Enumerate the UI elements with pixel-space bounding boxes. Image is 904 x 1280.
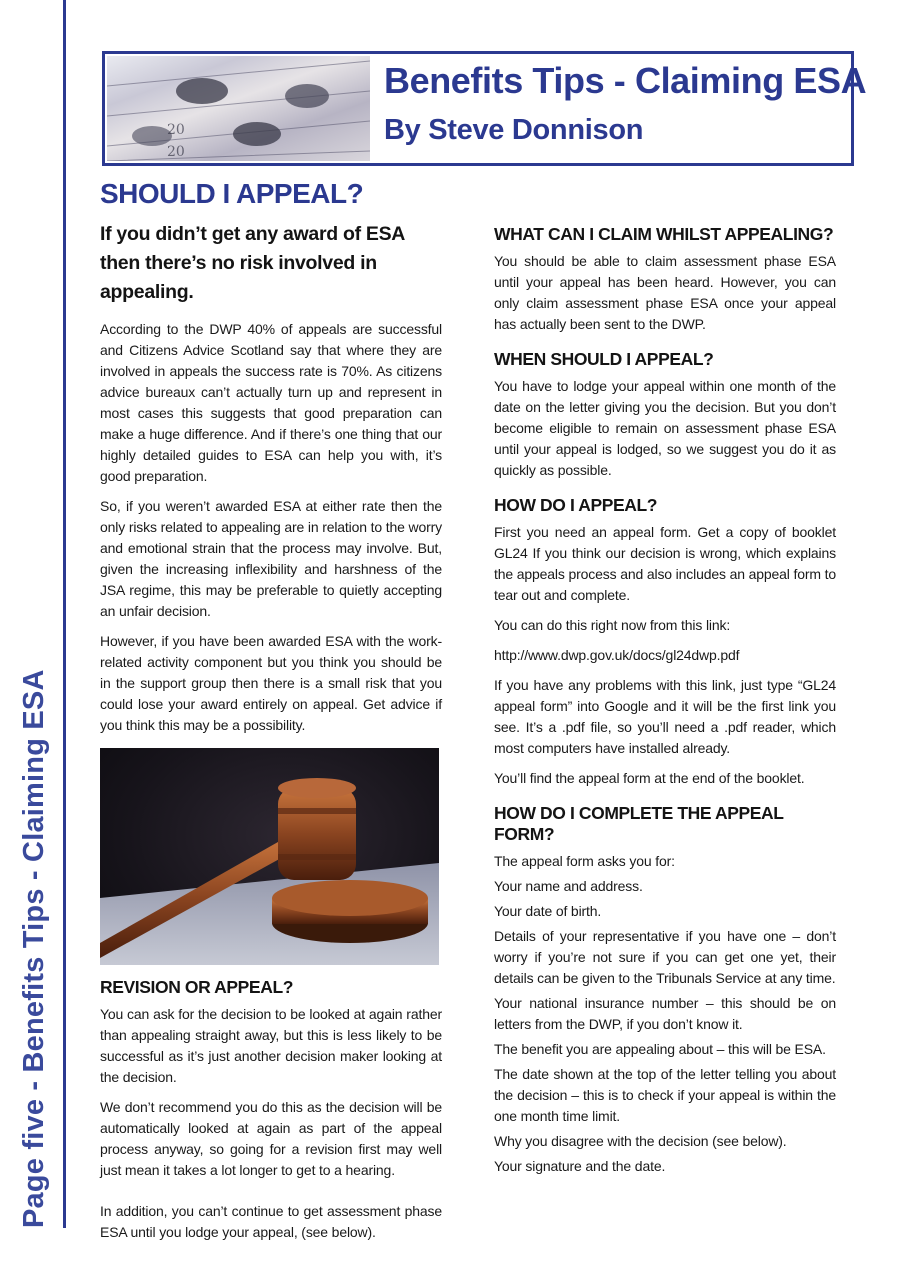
list-item: The benefit you are appealing about – this will be ESA. (494, 1041, 826, 1057)
list-item: Your national insurance number – this should be on letters from the DWP, if you don’t know it. (494, 995, 836, 1032)
paragraph: You can do this right now from this link: (494, 617, 731, 633)
paragraph: However, if you have been awarded ESA with the work-related activity component but you think you should be in the support group then there is a small risk that you could lose your award entirely on appeal. Get advice if you think this may be a possibility. (100, 633, 442, 733)
section-heading: HOW DO I APPEAL? (494, 495, 658, 515)
list-item: Your name and address. (494, 878, 643, 894)
paragraph: You’ll find the appeal form at the end of the booklet. (494, 770, 805, 786)
paragraph: You should be able to claim assessment phase ESA until your appeal has been heard. However, you can only claim assessment phase ESA once your appeal has actually been sent to the DWP. (494, 253, 836, 332)
lead-text: If you didn’t get any award of ESA then there’s no risk involved in appealing. (100, 223, 405, 303)
section-heading: WHAT CAN I CLAIM WHILST APPEALING? (494, 224, 834, 244)
margin-rule (63, 0, 66, 1228)
section-heading: REVISION OR APPEAL? (100, 977, 294, 997)
list-item: The appeal form asks you for: (494, 853, 675, 869)
paragraph: According to the DWP 40% of appeals are successful and Citizens Advice Scotland say that where they are involved in appeals the success rate is 70%. As citizens advice bureaux can’t actually turn up and represent in most cases this suggests that good preparation can make a huge difference. And if there’s one thing that our highly detailed guides to ESA can help you with, it’s good preparation. (100, 321, 442, 484)
paragraph: You can ask for the decision to be looked at again rather than appealing straight away, but this is less likely to be successful as it’s just another decision maker looking at the decision. (100, 1006, 442, 1085)
dwp-link[interactable]: http://www.dwp.gov.uk/docs/gl24dwp.pdf (494, 647, 740, 663)
page-title: Benefits Tips - Claiming ESA (384, 60, 867, 101)
paragraph: So, if you weren’t awarded ESA at either rate then the only risks related to appealing are in relation to the worry and emotional strain that the process may involve. But, given the increasing inflexibility and harshness of the JSA regime, this may be preferable to quietly accepting an unfair decision. (100, 498, 442, 619)
list-item: Your date of birth. (494, 903, 602, 919)
banknotes-image (107, 56, 370, 161)
page-side-label: Page five - Benefits Tips - Claiming ESA (18, 669, 50, 1228)
list-item: Details of your representative if you have one – don’t worry if you’re not sure if you can get one yet, their details can be given to the Tribunals Service at any time. (494, 928, 836, 986)
gavel-image (100, 748, 439, 965)
header-banner (102, 51, 867, 166)
paragraph: If you have any problems with this link, just type “GL24 appeal form” into Google and it will be the first link you see. It’s a .pdf file, so you’ll need a .pdf reader, which most computers have installed already. (494, 677, 836, 756)
list-item: Why you disagree with the decision (see below). (494, 1133, 787, 1149)
paragraph: You have to lodge your appeal within one month of the date on the letter giving you the decision. But you don’t become eligible to remain on assessment phase ESA until your appeal is lodged, so we suggest you do it as quickly as possible. (494, 378, 836, 478)
author-byline: By Steve Donnison (384, 114, 644, 146)
svg-text:20: 20 (167, 122, 185, 138)
paragraph: First you need an appeal form. Get a copy of booklet GL24 If you think our decision is wrong, which explains the appeals process and also includes an appeal form to tear out and complete. (494, 524, 836, 603)
section-heading: HOW DO I COMPLETE THE APPEAL FORM? (494, 803, 784, 844)
svg-text:20: 20 (167, 144, 185, 160)
paragraph: We don’t recommend you do this as the decision will be automatically looked at again as part of the appeal process anyway, so going for a revision first may well just mean it takes a lot longer to get to a hearing. (100, 1099, 442, 1178)
section-heading: SHOULD I APPEAL? (100, 178, 364, 209)
list-item: Your signature and the date. (494, 1158, 666, 1174)
left-column (100, 178, 442, 1252)
list-item: The date shown at the top of the letter telling you about the decision – this is to check if your appeal is within the one month time limit. (494, 1066, 836, 1124)
right-column (494, 224, 836, 1181)
section-heading: WHEN SHOULD I APPEAL? (494, 349, 714, 369)
paragraph: In addition, you can’t continue to get assessment phase ESA until you lodge your appeal, (see below). (100, 1203, 442, 1240)
